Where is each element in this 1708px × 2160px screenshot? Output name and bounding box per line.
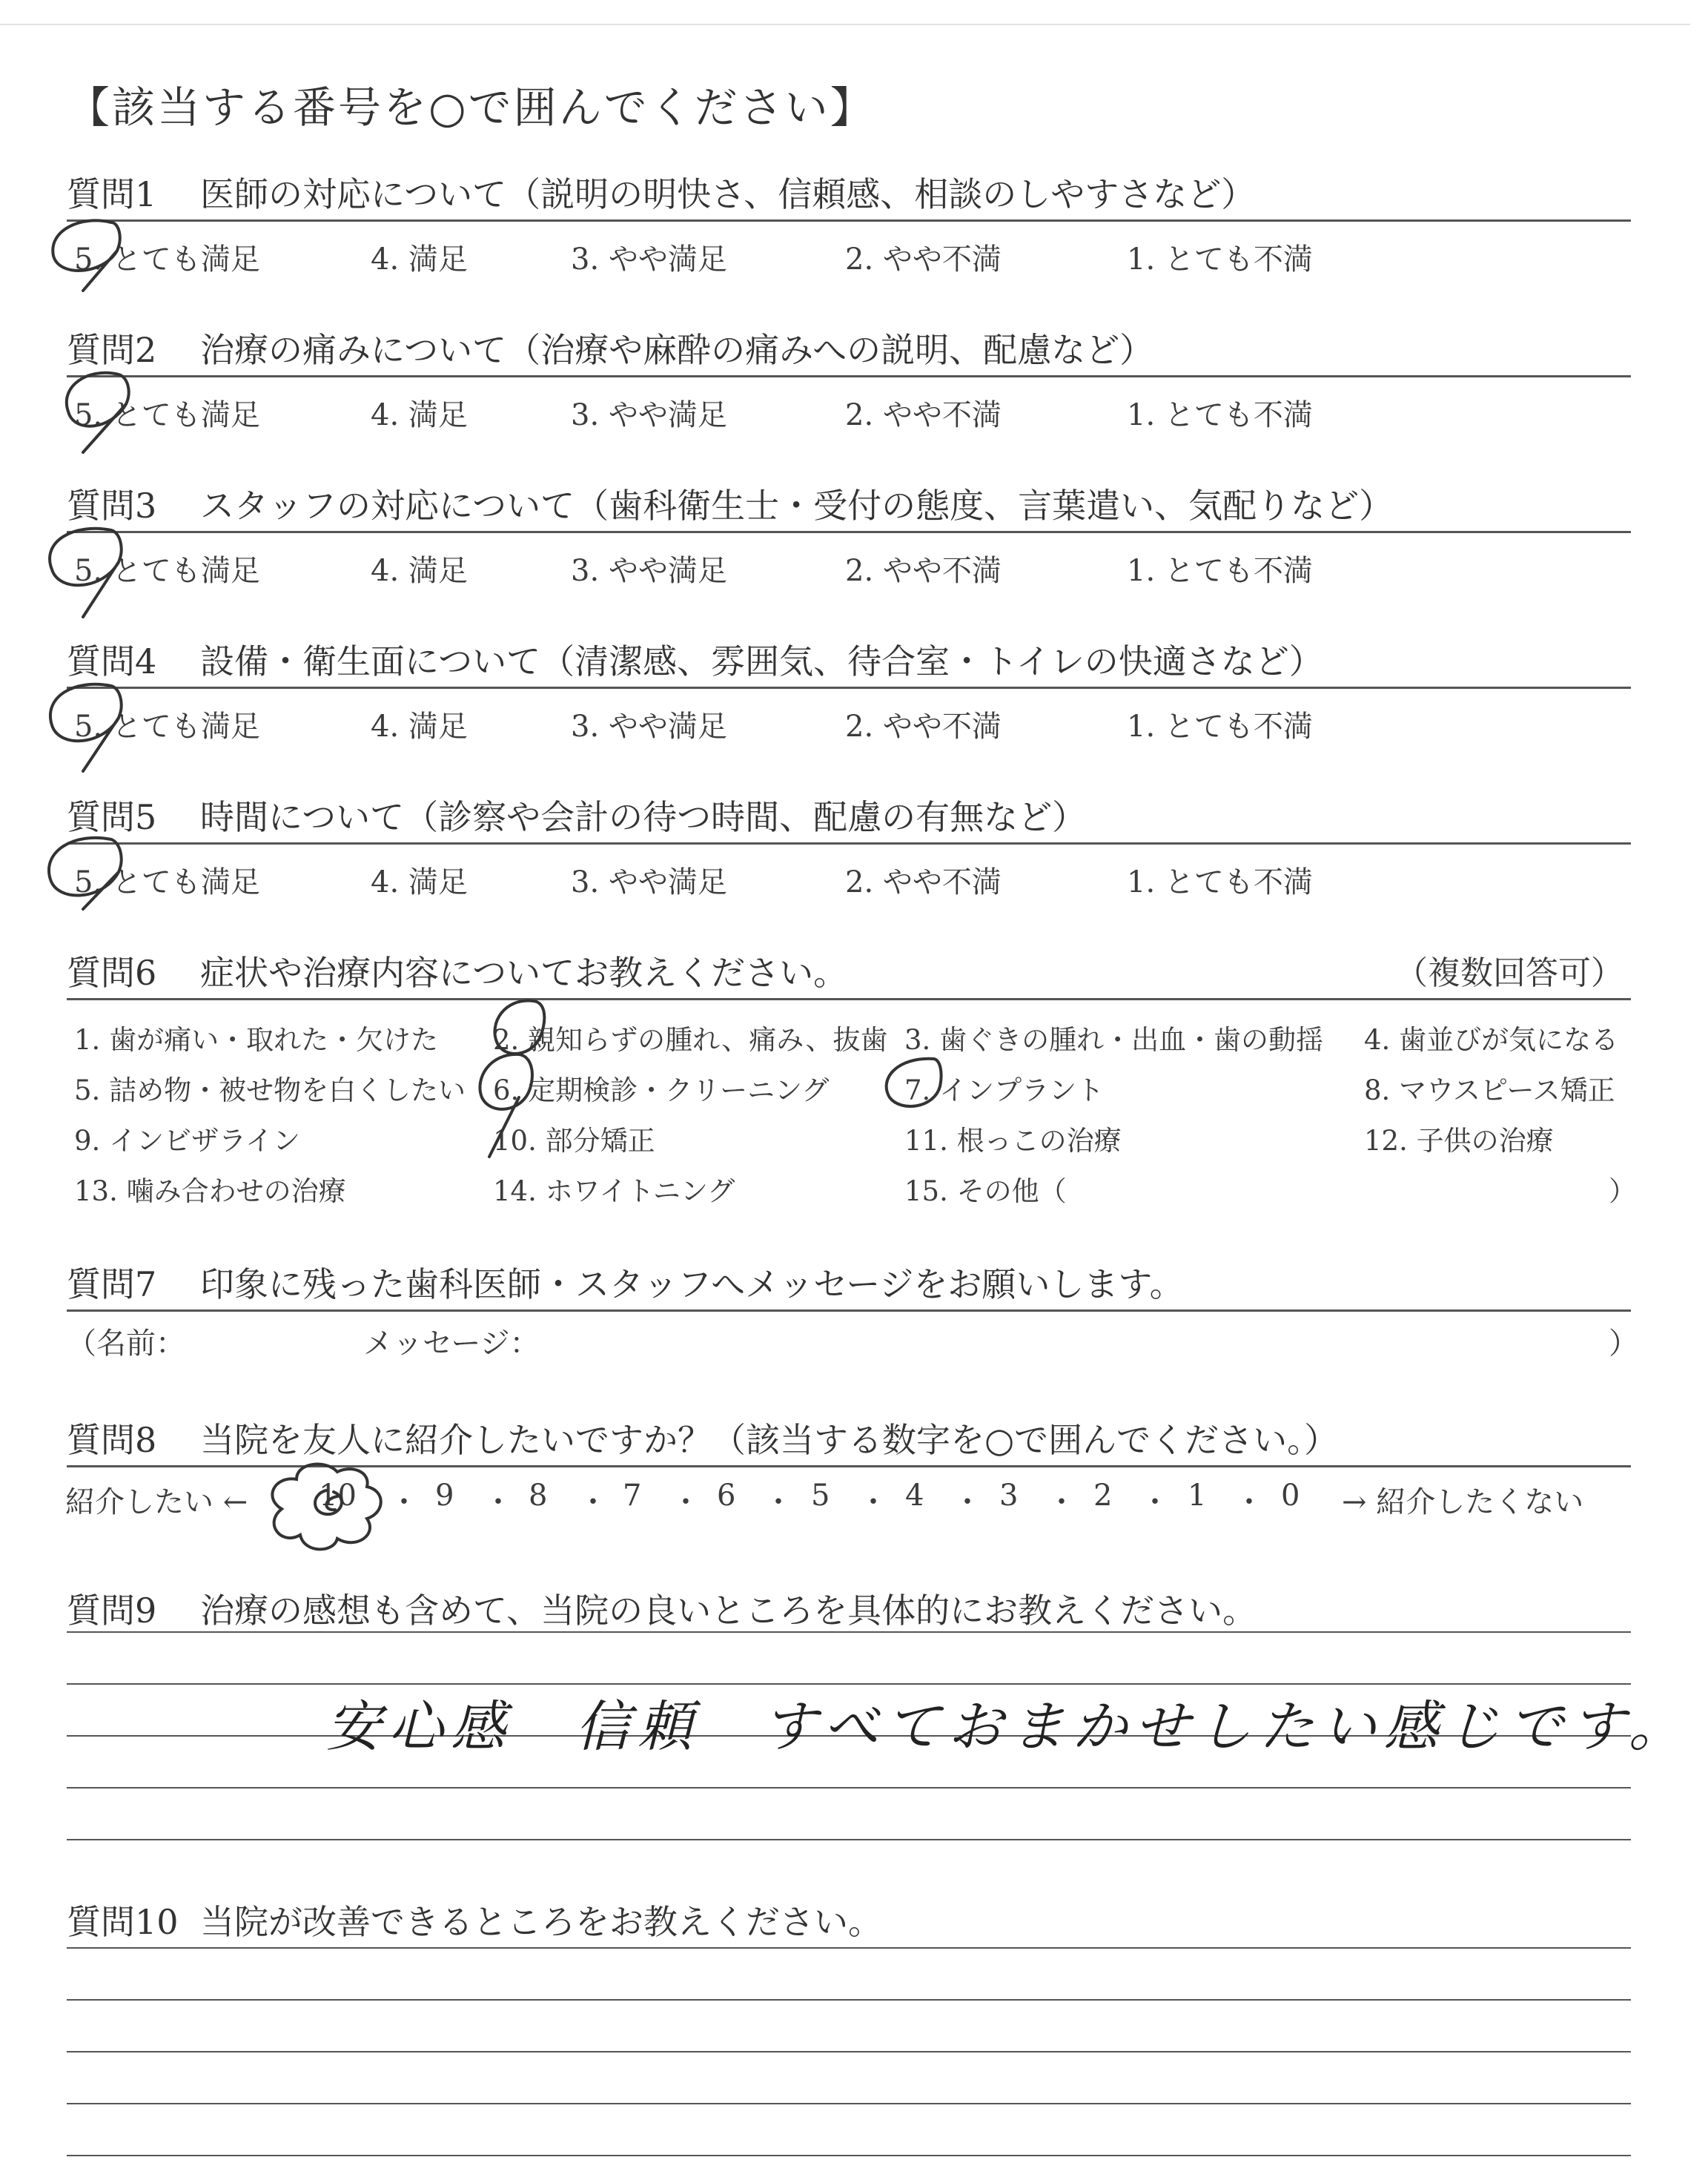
treatment-option-15[interactable]: 15. その他（ [904,1175,1067,1207]
treatment-option-14[interactable]: 14. ホワイトニング [493,1175,735,1207]
scale-0[interactable]: 0 [1281,1479,1300,1513]
rating-option-4[interactable]: 4. 満足 [371,865,468,899]
answer-line [67,1631,1631,1633]
question-rule [67,687,1631,689]
rating-option-5[interactable]: 5. とても満足 [74,865,260,899]
rating-option-3[interactable]: 3. やや満足 [571,710,727,744]
rating-option-3[interactable]: 3. やや満足 [571,398,727,432]
treatment-option-12[interactable]: 12. 子供の治療 [1364,1125,1554,1157]
question-rule [67,1465,1631,1467]
question-4 [67,635,1631,746]
scale-10[interactable]: 10 [319,1479,357,1513]
scale-dot: ・ [953,1485,982,1519]
answer-line [67,1999,1631,2001]
rating-option-2[interactable]: 2. やや不満 [845,554,1002,588]
rating-option-4[interactable]: 4. 満足 [371,554,468,588]
treatment-option-2[interactable]: 2. 親知らずの腫れ、痛み、抜歯 [493,1024,888,1056]
scale-dot: ・ [671,1485,701,1519]
rating-option-4[interactable]: 4. 満足 [371,242,468,277]
rating-option-5[interactable]: 5. とても満足 [74,710,260,744]
rating-option-1[interactable]: 1. とても不満 [1127,710,1313,744]
question-rule [67,1309,1631,1312]
rating-option-2[interactable]: 2. やや不満 [845,710,1002,744]
treatment-option-10[interactable]: 10. 部分矯正 [493,1125,655,1157]
question-title: 質問5 時間について（診察や会計の待つ時間、配慮の有無など） [67,797,1087,837]
rating-option-2[interactable]: 2. やや不満 [845,865,1002,899]
scale-8[interactable]: 8 [529,1479,548,1513]
scale-left-label: 紹介したい ← [65,1485,248,1519]
scale-3[interactable]: 3 [999,1479,1019,1513]
question-rule [67,219,1631,222]
question-title: 質問2 治療の痛みについて（治療や麻酔の痛みへの説明、配慮など） [67,330,1154,370]
rating-option-2[interactable]: 2. やや不満 [845,398,1002,432]
rating-option-1[interactable]: 1. とても不満 [1127,865,1313,899]
scale-right-label: → 紹介したくない [1342,1485,1584,1519]
scale-dot: ・ [764,1485,793,1519]
question-title: 質問6 症状や治療内容についてお教えください。 [67,953,848,993]
question-rule [67,842,1631,845]
question-rule [67,531,1631,533]
answer-line [67,2051,1631,2052]
question-title: 質問1 医師の対応について（説明の明快さ、信頼感、相談のしやすさなど） [67,174,1256,214]
answer-line [67,1839,1631,1840]
rating-option-4[interactable]: 4. 満足 [371,398,468,432]
answer-line [67,1787,1631,1789]
treatment-option-4[interactable]: 4. 歯並びが気になる [1364,1024,1619,1056]
question-title: 質問7 印象に残った歯科医師・スタッフへメッセージをお願いします。 [67,1264,1184,1304]
answer-line [67,2103,1631,2104]
treatment-option-6[interactable]: 6. 定期検診・クリーニング [493,1074,830,1106]
question-title: 質問8 当院を友人に紹介したいですか？（該当する数字を○で囲んでください。） [67,1420,1339,1460]
question-title: 質問9 治療の感想も含めて、当院の良いところを具体的にお教えください。 [67,1591,1257,1631]
treatment-option-13[interactable]: 13. 噛み合わせの治療 [74,1175,346,1207]
question-1 [67,168,1631,279]
rating-option-3[interactable]: 3. やや満足 [571,554,727,588]
scale-dot: ・ [483,1485,513,1519]
scale-dot: ・ [389,1485,419,1519]
page-header: 【該当する番号を○で囲んでください】 [67,82,875,133]
question-title: 質問4 設備・衛生面について（清潔感、雰囲気、待合室・トイレの快適さなど） [67,641,1323,681]
rating-option-5[interactable]: 5. とても満足 [74,398,260,432]
answer-line [67,2155,1631,2156]
question-2 [67,323,1631,435]
rating-option-5[interactable]: 5. とても満足 [74,242,260,277]
scale-dot: ・ [1234,1485,1264,1519]
rating-option-4[interactable]: 4. 満足 [371,710,468,744]
treatment-option-5[interactable]: 5. 詰め物・被せ物を白くしたい [74,1074,466,1106]
top-edge-line [0,24,1690,25]
scale-5[interactable]: 5 [811,1479,830,1513]
question-3 [67,479,1631,590]
scale-1[interactable]: 1 [1188,1479,1207,1513]
scale-2[interactable]: 2 [1093,1479,1113,1513]
question-9 [67,1584,1631,1643]
name-label: （名前： [67,1327,185,1361]
other-close-paren: ） [1609,1175,1636,1207]
treatment-option-11[interactable]: 11. 根っこの治療 [904,1125,1122,1157]
scale-9[interactable]: 9 [435,1479,454,1513]
rating-option-1[interactable]: 1. とても不満 [1127,242,1313,277]
treatment-option-7[interactable]: 7. インプラント [904,1074,1105,1106]
handwritten-comment: 安心感 信頼 すべておまかせしたい感じです。 [326,1695,1691,1759]
scale-dot: ・ [578,1485,608,1519]
scale-7[interactable]: 7 [623,1479,642,1513]
question-rule [67,998,1631,1000]
scale-dot: ・ [858,1485,888,1519]
question-10 [67,1895,1631,1955]
treatment-option-1[interactable]: 1. 歯が痛い・取れた・欠けた [74,1024,439,1056]
treatment-option-9[interactable]: 9. インビザライン [74,1125,300,1157]
scale-dot: ・ [1047,1485,1076,1519]
rating-option-3[interactable]: 3. やや満足 [571,865,727,899]
question-rule [67,375,1631,377]
rating-option-5[interactable]: 5. とても満足 [74,554,260,588]
treatment-option-8[interactable]: 8. マウスピース矯正 [1364,1074,1615,1106]
rating-option-2[interactable]: 2. やや不満 [845,242,1002,277]
scale-4[interactable]: 4 [905,1479,924,1513]
rating-option-1[interactable]: 1. とても不満 [1127,554,1313,588]
answer-line [67,1947,1631,1949]
scale-6[interactable]: 6 [717,1479,736,1513]
multiple-answers-note: （複数回答可） [1395,954,1623,992]
question-7 [67,1258,1638,1361]
scale-dot: ・ [1140,1485,1170,1519]
message-close-paren: ） [1609,1327,1638,1361]
treatment-option-3[interactable]: 3. 歯ぐきの腫れ・出血・歯の動揺 [904,1024,1324,1056]
question-5 [67,790,1631,902]
question-title: 質問10 当院が改善できるところをお教えください。 [67,1902,882,1942]
rating-option-1[interactable]: 1. とても不満 [1127,398,1313,432]
message-label: メッセージ： [363,1327,540,1361]
question-title: 質問3 スタッフの対応について（歯科衛生士・受付の態度、言葉遣い、気配りなど） [67,486,1394,526]
rating-option-3[interactable]: 3. やや満足 [571,242,727,277]
